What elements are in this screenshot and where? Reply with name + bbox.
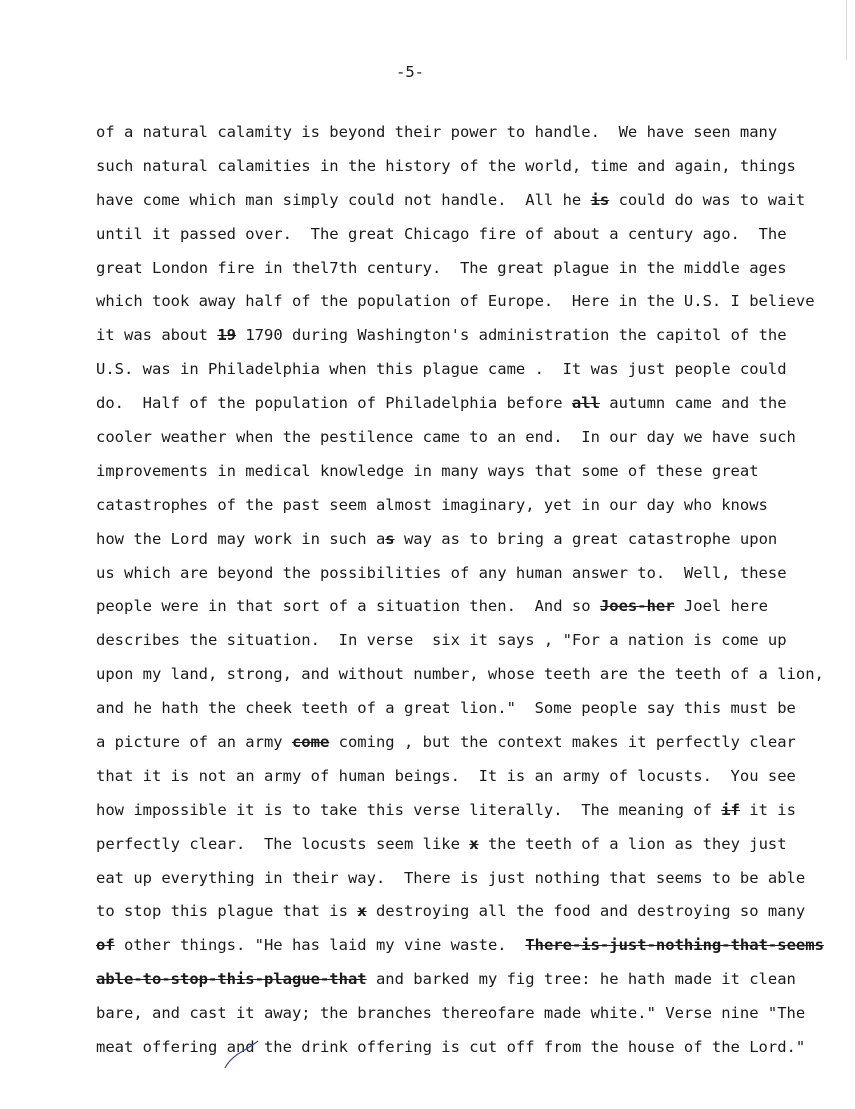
- text-line: of a natural calamity is beyond their power to handle. We have seen many: [96, 123, 778, 141]
- struck-text: s: [385, 529, 395, 548]
- text-line: that it is not an army of human beings. It is an army of locusts. You see: [96, 766, 796, 785]
- body-text: [96, 116, 824, 1065]
- text-line: U.S. was in Philadelphia when this plague came . It was just people could: [96, 360, 787, 379]
- text-line: how the Lord may work in such as way as to bring a great catastrophe upon: [96, 529, 778, 548]
- text-line: do. Half of the population of Philadelphia before all autumn came and the: [96, 394, 787, 413]
- struck-text: There-is-just-nothing-that-seems: [525, 936, 824, 955]
- text-line: great London fire in thel7th century. The great plague in the middle ages: [96, 258, 787, 277]
- text-line: which took away half of the population of Europe. Here in the U.S. I believe: [96, 292, 815, 311]
- text-line: how impossible it is to take this verse literally. The meaning of if it is: [96, 800, 796, 819]
- text-line: catastrophes of the past seem almost imaginary, yet in our day who knows: [96, 495, 768, 514]
- text-line: bare, and cast it away; the branches thereofare made white." Verse nine "The: [96, 1004, 806, 1023]
- text-line: have come which man simply could not handle. All he is could do was to wait: [96, 190, 806, 209]
- text-line: until it passed over. The great Chicago fire of about a century ago. The: [96, 224, 787, 243]
- text-line: it was about 19 1790 during Washington's administration the capitol of the: [96, 326, 787, 345]
- text-line: a picture of an army come coming , but the context makes it perfectly clear: [96, 733, 796, 752]
- struck-text: of: [96, 936, 115, 955]
- text-line: describes the situation. In verse six it says , "For a nation is come up: [96, 631, 787, 650]
- text-line: upon my land, strong, and without number, whose teeth are the teeth of a lion,: [96, 665, 824, 684]
- struck-text: is: [590, 190, 610, 209]
- page-number: -5-: [396, 63, 424, 81]
- struck-text: Joes-her: [599, 597, 675, 616]
- text-line: meat offering and the drink offering is cut off from the house of the Lord.": [96, 1038, 806, 1057]
- text-line: and he hath the cheek teeth of a great lion." Some people say this must be: [96, 699, 796, 718]
- text-line: eat up everything in their way. There is just nothing that seems to be able: [96, 868, 806, 887]
- struck-text: if: [721, 800, 740, 819]
- text-line: improvements in medical knowledge in many ways that some of these great: [96, 461, 759, 480]
- text-line: to stop this plague that is x destroying all the food and destroying so many: [96, 902, 806, 921]
- page-edge-line: [846, 0, 847, 60]
- struck-text: x: [469, 834, 479, 853]
- struck-text: x: [357, 902, 367, 921]
- struck-text: all: [571, 394, 600, 413]
- text-line: able-to-stop-this-plague-that and barked my fig tree: he hath made it clean: [96, 970, 796, 989]
- text-line: of other things. "He has laid my vine waste. There-is-just-nothing-that-seems: [96, 936, 824, 955]
- text-line: us which are beyond the possibilities of any human answer to. Well, these: [96, 563, 787, 582]
- text-line: people were in that sort of a situation then. And so Joes-her Joel here: [96, 597, 768, 616]
- text-line: cooler weather when the pestilence came to an end. In our day we have such: [96, 428, 796, 447]
- struck-text: able-to-stop-this-plague-that: [96, 970, 367, 989]
- pen-stroke-mark: [222, 1038, 262, 1070]
- struck-text: 19: [217, 326, 236, 345]
- text-line: perfectly clear. The locusts seem like x the teeth of a lion as they just: [96, 834, 787, 853]
- struck-text: come: [291, 733, 330, 752]
- text-line: such natural calamities in the history of the world, time and again, things: [96, 156, 796, 175]
